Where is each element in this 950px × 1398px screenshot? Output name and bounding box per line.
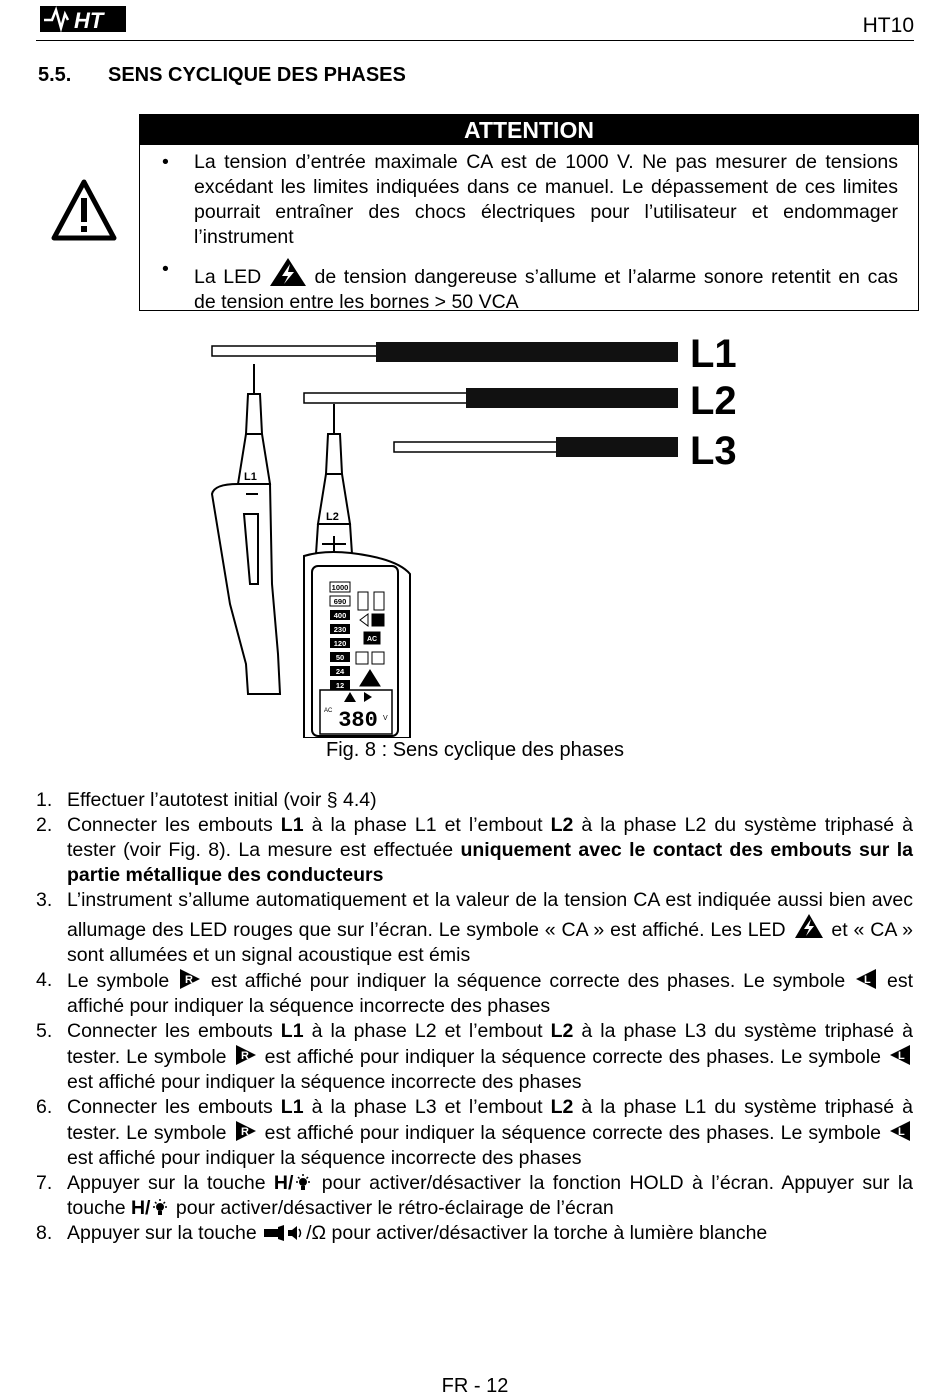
step-5 [36, 1019, 913, 1095]
step-6 [36, 1095, 913, 1171]
conductor-l3 [394, 437, 678, 457]
led-120: 120 [333, 639, 347, 648]
step-number: 5. [36, 1020, 53, 1042]
lcd-unit: V [383, 715, 388, 722]
step-bold: H/ [130, 1197, 151, 1219]
led-50: 50 [335, 653, 345, 662]
step-2 [36, 813, 913, 888]
step-bold: L2 [550, 814, 574, 836]
header-rule [36, 40, 914, 41]
step-number: 3. [36, 889, 53, 911]
warning-bullet-2-text-b: de tension dangereuse s’allume et l’alarme sonore retentit en cas de tension entre les bornes > 50 VCA [194, 266, 898, 313]
step-text: Appuyer sur la touche [67, 1172, 274, 1194]
led-230: 230 [333, 625, 347, 634]
phase-label-l3: L3 [690, 429, 737, 473]
step-1 [36, 788, 913, 813]
warning-box [139, 114, 919, 311]
phase-sequence-incorrect-icon [889, 1120, 911, 1142]
phase-sequence-correct-icon [235, 1120, 257, 1142]
probe-label-l1: L1 [244, 471, 257, 483]
svg-text:R: R [185, 974, 193, 986]
step-bold: L2 [550, 1020, 574, 1042]
step-text: L’instrument s’allume automatiquement et la valeur de la tension CA est indiquée aussi bien avec allumage des LED rouges que sur l’écran. Le symbole « CA » est affiché. Les LED [67, 889, 913, 941]
step-text: pour activer/désactiver le rétro-éclairage de l’écran [170, 1197, 614, 1219]
step-bold: L1 [280, 1096, 304, 1118]
torch-buzzer-icon [264, 1224, 304, 1242]
step-text: est affiché pour indiquer la séquence correcte des phases. Le symbole [210, 970, 846, 992]
model-name: HT10 [862, 14, 914, 37]
svg-text:R: R [240, 1050, 249, 1062]
step-text: à la phase L1 et l’embout [303, 814, 551, 836]
step-bold: L1 [280, 1020, 304, 1042]
phase-sequence-incorrect-icon [889, 1044, 911, 1066]
step-text: pour activer/désactiver la fonction HOLD à l’écran. Appuyer sur la touche [67, 1172, 913, 1219]
step-text: est affiché pour indiquer la séquence correcte des phases. Le symbole [264, 1122, 881, 1144]
svg-text:R: R [240, 1126, 249, 1138]
step-number: 8. [36, 1222, 53, 1244]
procedure-steps [36, 788, 913, 1246]
step-bold: L1 [280, 814, 304, 836]
step-text: à la phase L2 et l’embout [303, 1020, 551, 1042]
step-bold: uniquement avec le contact des embouts sur la partie métallique des conducteurs [67, 839, 914, 886]
ac-key-label: AC [366, 636, 378, 643]
section-title-text: SENS CYCLIQUE DES PHASES [108, 64, 406, 86]
probe-label-l2: L2 [326, 511, 339, 523]
step-text: /Ω pour activer/désactiver la torche à lumière blanche [306, 1222, 768, 1244]
step-text: Le symbole [67, 970, 170, 992]
warning-triangle-icon [50, 178, 118, 242]
phase-rotation-figure [200, 334, 760, 738]
led-1000: 1000 [331, 583, 349, 592]
probe-l2 [304, 404, 410, 738]
step-text: est affiché pour indiquer la séquence incorrecte des phases [67, 1071, 582, 1093]
backlight-bulb-icon [152, 1199, 168, 1217]
step-number: 1. [36, 789, 53, 811]
lcd-reading: 380 [338, 708, 378, 733]
step-number: 7. [36, 1172, 53, 1194]
step-text: à la phase L2 du système triphasé à tester (voir Fig. 8). La mesure est effectuée [67, 814, 913, 861]
svg-text:L: L [898, 1126, 905, 1138]
backlight-bulb-icon [295, 1174, 311, 1192]
danger-voltage-led-icon [269, 257, 307, 287]
danger-voltage-led-icon [794, 913, 824, 939]
led-400: 400 [333, 611, 347, 620]
figure-caption: Fig. 8 : Sens cyclique des phases [326, 739, 624, 761]
step-text: Connecter les embouts [67, 1020, 281, 1042]
warning-bullet-1: • La tension d’entrée maximale CA est de 1000 V. Ne pas mesurer de tensions excédant les limites indiquées dans ce manuel. Le dépassement de ces limites pourrait entraîner des chocs électriques pour l’utilisateur et endommager l’instrument [140, 150, 898, 250]
step-4 [36, 968, 913, 1019]
logo-text: HT [74, 8, 104, 33]
warning-list [140, 145, 918, 315]
step-text: Appuyer sur la touche [67, 1222, 263, 1244]
step-number: 4. [36, 969, 53, 991]
svg-text:L: L [898, 1050, 905, 1062]
lcd-ac: AC [324, 708, 333, 714]
step-text: est affiché pour indiquer la séquence incorrecte des phases [67, 1147, 582, 1169]
step-3 [36, 888, 913, 968]
warning-heading: ATTENTION [140, 115, 918, 145]
step-8 [36, 1221, 913, 1246]
step-7 [36, 1171, 913, 1221]
phase-sequence-correct-icon [235, 1044, 257, 1066]
step-text: Connecter les embouts [67, 1096, 281, 1118]
step-text: Effectuer l’autotest initial (voir § 4.4) [67, 789, 377, 811]
page-number: FR - 12 [441, 1375, 509, 1397]
phase-label-l1: L1 [690, 334, 737, 376]
step-text: à la phase L1 du système triphasé à tester. Le symbole [67, 1096, 913, 1144]
probe-l1 [212, 364, 280, 694]
step-text: est affiché pour indiquer la séquence correcte des phases. Le symbole [264, 1046, 881, 1068]
conductor-l1 [212, 342, 678, 362]
step-bold: L2 [550, 1096, 574, 1118]
step-number: 6. [36, 1096, 53, 1118]
step-text: est affiché pour indiquer la séquence incorrecte des phases [67, 970, 914, 1017]
step-text: à la phase L3 du système triphasé à tester. Le symbole [67, 1020, 913, 1068]
svg-text:L: L [864, 974, 871, 986]
phase-sequence-incorrect-icon [855, 968, 877, 990]
step-text: à la phase L3 et l’embout [303, 1096, 551, 1118]
step-bold: H/ [273, 1172, 294, 1194]
led-690: 690 [333, 597, 347, 606]
warning-bullet-2 [140, 257, 898, 315]
step-text: et « CA » sont allumées et un signal acoustique est émis [67, 919, 913, 966]
phase-label-l2: L2 [690, 379, 737, 423]
phase-sequence-correct-icon [179, 968, 201, 990]
led-24: 24 [335, 667, 345, 676]
warning-bullet-2-text-a: La LED [194, 266, 262, 288]
section-number: 5.5. [38, 64, 72, 86]
conductor-l2 [304, 388, 678, 408]
step-text: Connecter les embouts [67, 814, 281, 836]
led-12: 12 [335, 681, 345, 690]
step-number: 2. [36, 814, 53, 836]
section-title [38, 64, 406, 87]
ht-logo [40, 4, 126, 34]
